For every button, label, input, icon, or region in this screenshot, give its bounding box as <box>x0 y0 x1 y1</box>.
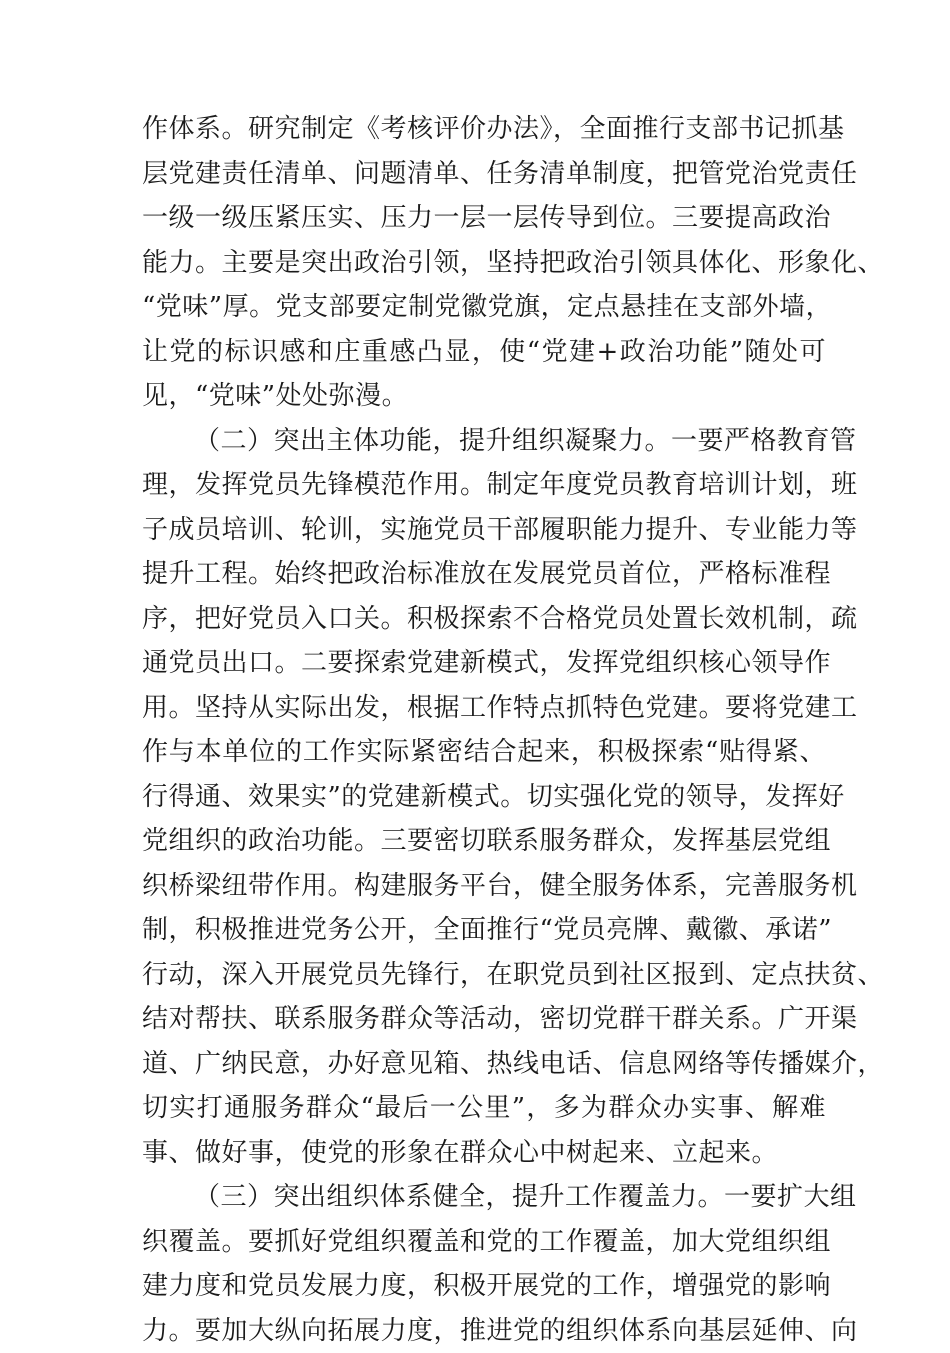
text-line: 子成员培训、轮训，实施党员干部履职能力提升、专业能力等 <box>142 508 826 553</box>
text-line: 行动，深入开展党员先锋行，在职党员到社区报到、定点扶贫、 <box>142 953 826 998</box>
paragraph-first-line: （三）突出组织体系健全，提升工作覆盖力。一要扩大组 <box>142 1175 826 1220</box>
text-line: “党味”厚。党支部要定制党徽党旗，定点悬挂在支部外墙， <box>142 285 826 330</box>
text-line: 通党员出口。二要探索党建新模式，发挥党组织核心领导作 <box>142 641 826 686</box>
text-line: 作体系。研究制定《考核评价办法》，全面推行支部书记抓基 <box>142 107 826 152</box>
text-line: 提升工程。始终把政治标准放在发展党员首位，严格标准程 <box>142 552 826 597</box>
text-line: 织桥梁纽带作用。构建服务平台，健全服务体系，完善服务机 <box>142 864 826 909</box>
text-line: 作与本单位的工作实际紧密结合起来，积极探索“贴得紧、 <box>142 730 826 775</box>
body-text <box>142 107 826 1353</box>
text-line: 层党建责任清单、问题清单、任务清单制度，把管党治党责任 <box>142 152 826 197</box>
text-line: 一级一级压紧压实、压力一层一层传导到位。三要提高政治 <box>142 196 826 241</box>
text-line: 让党的标识感和庄重感凸显，使“党建+政治功能”随处可 <box>142 330 826 375</box>
text-line: 建力度和党员发展力度，积极开展党的工作，增强党的影响 <box>142 1264 826 1309</box>
text-line: 党组织的政治功能。三要密切联系服务群众，发挥基层党组 <box>142 819 826 864</box>
text-line: 见，“党味”处处弥漫。 <box>142 374 826 419</box>
text-line: 序，把好党员入口关。积极探索不合格党员处置长效机制，疏 <box>142 597 826 642</box>
paragraph-first-line: （二）突出主体功能，提升组织凝聚力。一要严格教育管 <box>142 419 826 464</box>
text-line: 事、做好事，使党的形象在群众心中树起来、立起来。 <box>142 1131 826 1176</box>
text-line: 力。要加大纵向拓展力度，推进党的组织体系向基层延伸、向 <box>142 1309 826 1353</box>
text-line: 结对帮扶、联系服务群众等活动，密切党群干群关系。广开渠 <box>142 997 826 1042</box>
text-line: 能力。主要是突出政治引领，坚持把政治引领具体化、形象化、 <box>142 241 826 286</box>
text-line: 用。坚持从实际出发，根据工作特点抓特色党建。要将党建工 <box>142 686 826 731</box>
text-line: 理，发挥党员先锋模范作用。制定年度党员教育培训计划，班 <box>142 463 826 508</box>
text-line: 制，积极推进党务公开，全面推行“党员亮牌、戴徽、承诺” <box>142 908 826 953</box>
text-line: 切实打通服务群众“最后一公里”，多为群众办实事、解难 <box>142 1086 826 1131</box>
text-line: 织覆盖。要抓好党组织覆盖和党的工作覆盖，加大党组织组 <box>142 1220 826 1265</box>
text-line: 道、广纳民意，办好意见箱、热线电话、信息网络等传播媒介， <box>142 1042 826 1087</box>
text-line: 行得通、效果实”的党建新模式。切实强化党的领导，发挥好 <box>142 775 826 820</box>
